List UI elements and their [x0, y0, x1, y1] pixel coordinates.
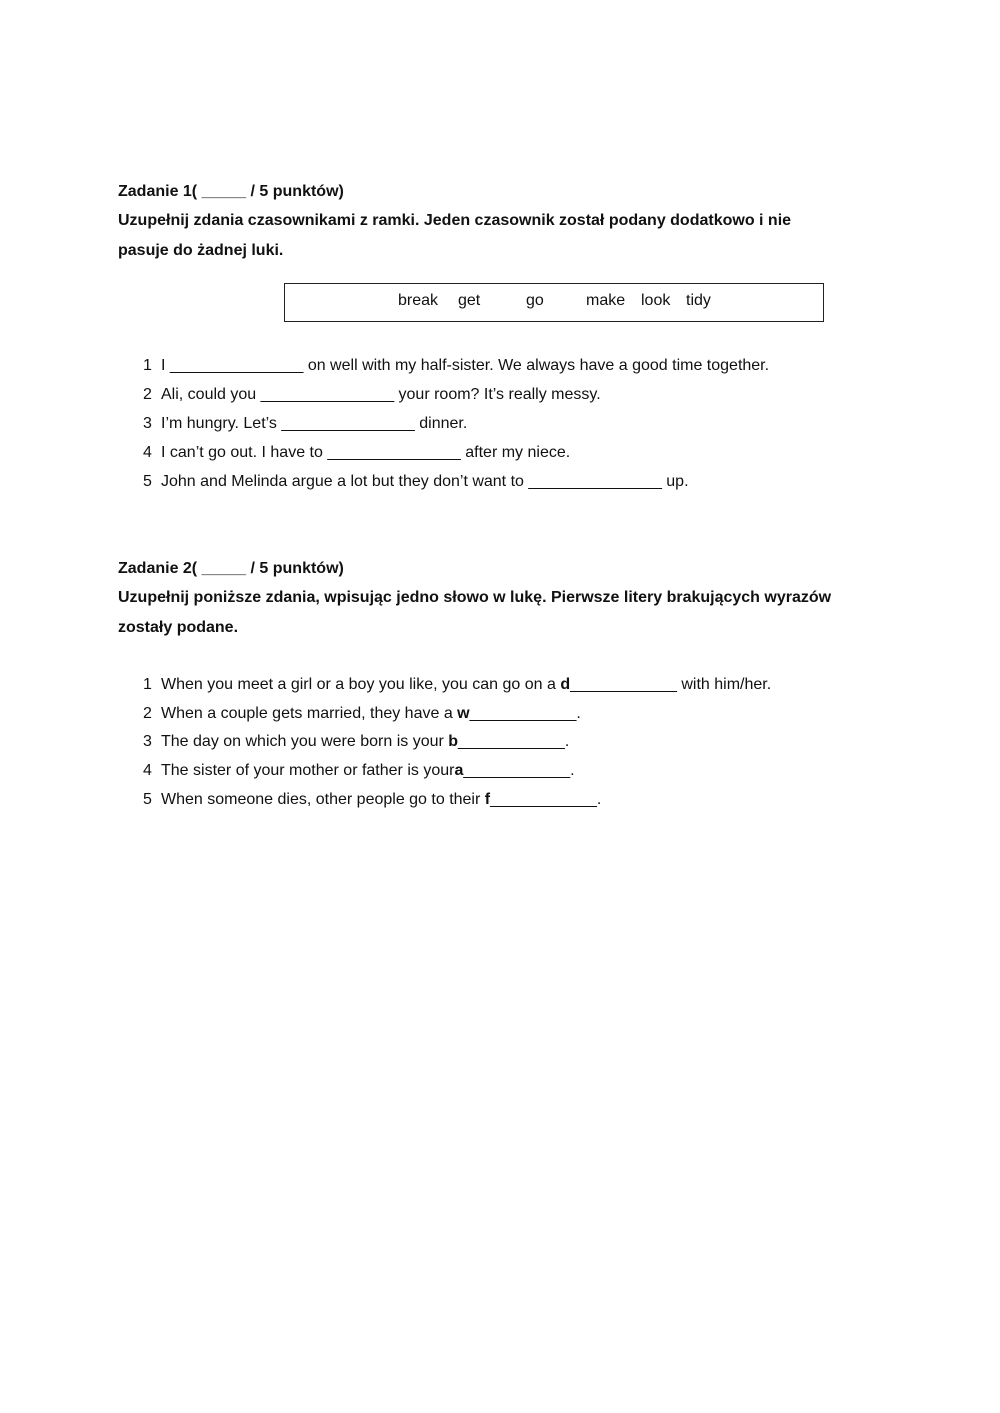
item-number: 2	[143, 386, 152, 403]
word-box	[284, 283, 824, 322]
item-number: 4	[143, 444, 152, 461]
item-number: 4	[143, 762, 152, 779]
word-break: break	[398, 292, 439, 309]
first-letter: b	[448, 733, 459, 750]
word-tidy: tidy	[686, 292, 711, 309]
word-make: make	[586, 292, 626, 309]
first-letter: f	[484, 791, 491, 808]
task1-item-1	[143, 357, 769, 375]
task1-item-3	[143, 415, 467, 433]
item-text-after: ____________.	[458, 733, 570, 750]
item-number: 5	[143, 791, 152, 808]
item-text: Ali, could you _______________ your room? It’s really messy.	[161, 386, 601, 403]
item-text-after: ____________.	[463, 762, 575, 779]
item-number: 2	[143, 705, 152, 722]
word-get: get	[458, 292, 481, 309]
item-number: 3	[143, 733, 152, 750]
task2-instruction-line2: zostały podane.	[118, 619, 239, 636]
task1-item-4	[143, 444, 570, 462]
first-letter: w	[457, 705, 470, 722]
item-number: 3	[143, 415, 152, 432]
item-text: John and Melinda argue a lot but they don’t want to _______________ up.	[161, 473, 689, 490]
item-text-before: The day on which you were born is your	[161, 733, 449, 750]
item-text-before: When you meet a girl or a boy you like, you can go on a	[161, 676, 561, 693]
task1-item-5	[143, 473, 689, 491]
item-number: 1	[143, 357, 152, 374]
task1-item-2	[143, 386, 601, 404]
task2-item-2	[143, 705, 581, 723]
item-text: I _______________ on well with my half-sister. We always have a good time together.	[161, 357, 770, 374]
task2-item-3	[143, 733, 569, 751]
word-go: go	[526, 292, 544, 309]
item-text-before: The sister of your mother or father is your	[161, 762, 455, 779]
task1-instruction-line2: pasuje do żadnej luki.	[118, 242, 284, 259]
item-number: 1	[143, 676, 152, 693]
task2-item-5	[143, 791, 601, 809]
first-letter: d	[560, 676, 571, 693]
task2-instruction-line1: Uzupełnij poniższe zdania, wpisując jedno słowo w lukę. Pierwsze litery brakujących wyrazów	[118, 589, 832, 606]
task2-item-4	[143, 762, 575, 780]
item-text-before: When a couple gets married, they have a	[161, 705, 458, 722]
item-text-after: ____________.	[490, 791, 602, 808]
first-letter: a	[454, 762, 464, 779]
word-look: look	[641, 292, 671, 309]
item-text: I’m hungry. Let’s _______________ dinner.	[161, 415, 468, 432]
task2-heading: Zadanie 2( _____ / 5 punktów)	[118, 560, 344, 577]
item-text-after: ____________ with him/her.	[570, 676, 772, 693]
task2-item-1	[143, 676, 771, 694]
task1-heading: Zadanie 1( _____ / 5 punktów)	[118, 183, 344, 200]
task1-instruction-line1: Uzupełnij zdania czasownikami z ramki. Jeden czasownik został podany dodatkowo i nie	[118, 212, 792, 229]
item-text: I can’t go out. I have to _______________ after my niece.	[161, 444, 571, 461]
item-text-after: ____________.	[469, 705, 581, 722]
item-text-before: When someone dies, other people go to their	[161, 791, 485, 808]
item-number: 5	[143, 473, 152, 490]
